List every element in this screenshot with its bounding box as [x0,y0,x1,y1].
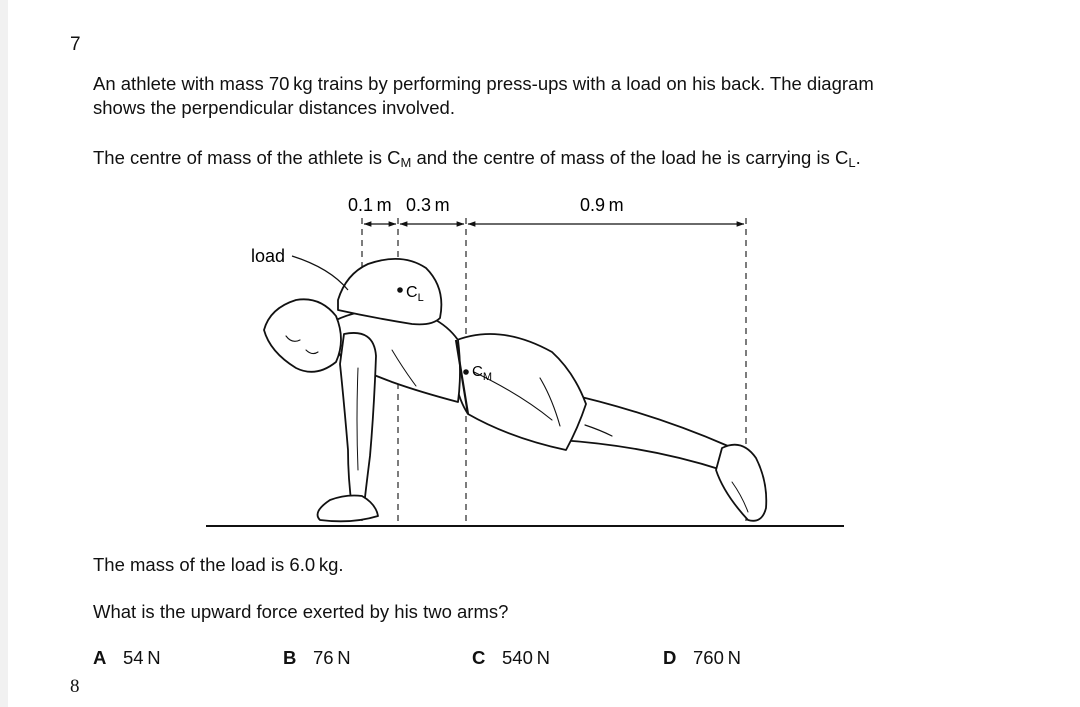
option-d[interactable] [663,647,741,669]
dimension-label-0-9m: 0.9 m [580,195,624,215]
cl-label-main: C [406,284,418,301]
hand-shape [318,496,378,522]
option-a[interactable] [93,647,161,669]
option-a-letter: A [93,647,107,668]
dimension-label-0-1m: 0.1 m [348,195,392,215]
intro-line-2: shows the perpendicular distances involved. [93,97,455,118]
cm-dot [463,369,469,375]
cm-label-sub: M [482,371,493,383]
intro-line-1: An athlete with mass 70 kg trains by performing press-ups with a load on his back. The diagram [93,73,874,94]
centres-suffix: . [855,147,861,168]
option-b[interactable] [283,647,351,669]
question-number: 7 [70,34,81,55]
option-b-letter: B [283,647,297,668]
option-b-value: 76 N [313,647,351,668]
option-c-value: 540 N [502,647,550,668]
option-c-letter: C [472,647,486,668]
cl-label-sub: L [417,292,424,304]
cl-dot [397,287,403,293]
dimension-label-0-3m: 0.3 m [406,195,450,215]
head-shape [264,299,341,372]
load-label: load [251,246,286,266]
centres-prefix: The centre of mass of the athlete is C [93,147,401,168]
page-number: 8 [70,676,80,697]
arm-shape [340,333,376,508]
option-d-letter: D [663,647,677,668]
load-leader-line [292,256,348,290]
centres-sub-m: M [400,155,412,170]
athlete-figure [264,259,766,521]
centres-sub-l: L [848,155,856,170]
centres-middle: and the centre of mass of the load he is carrying is C [411,147,849,168]
option-d-value: 760 N [693,647,741,668]
shoe-shape [716,445,766,521]
cm-label-main: C [472,363,483,380]
shorts-shape [452,334,586,450]
option-c[interactable] [472,647,550,669]
question-text: What is the upward force exerted by his two arms? [93,601,509,622]
option-a-value: 54 N [123,647,161,668]
load-mass-statement: The mass of the load is 6.0 kg. [93,554,344,575]
